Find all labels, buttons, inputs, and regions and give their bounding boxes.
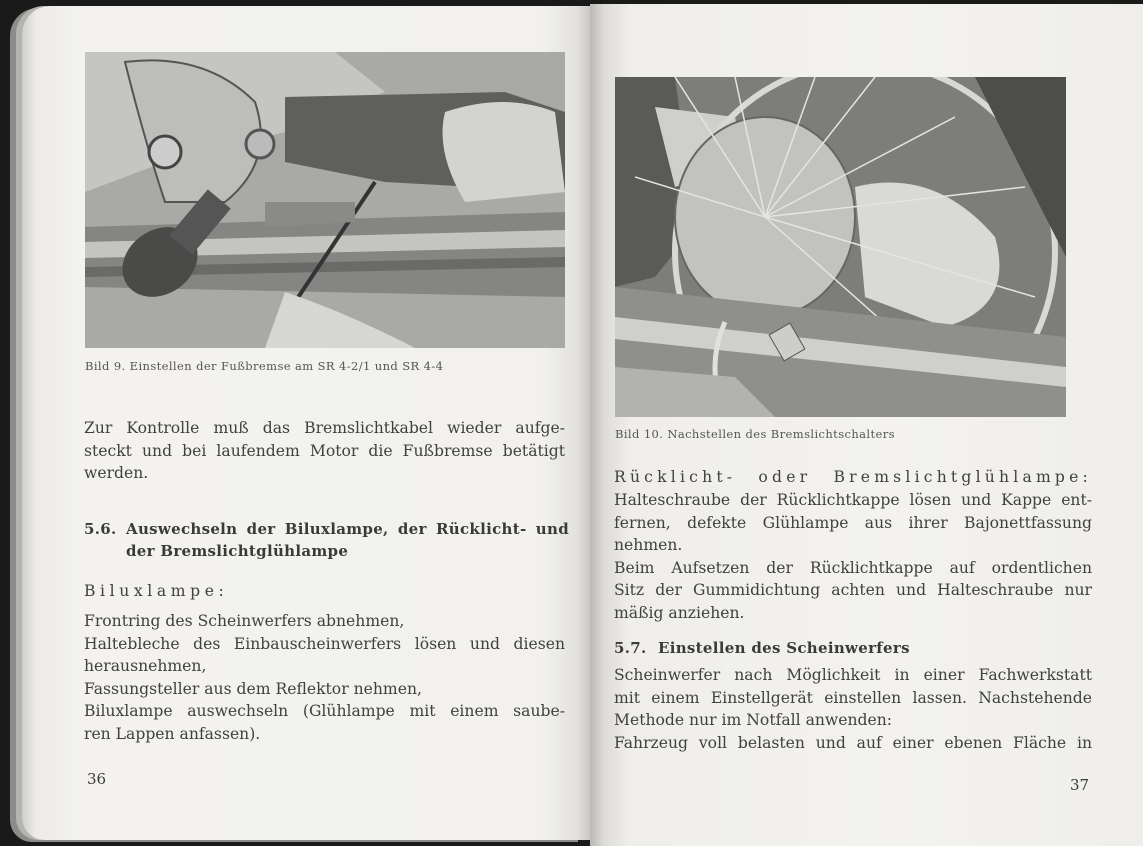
ruecklicht-subheading [614,466,1092,489]
section-title: Einstellen des Scheinwerfers [658,639,910,657]
text-line: mäßig anziehen. [614,603,745,622]
page-number-left: 36 [87,770,107,788]
subheading-text: Rücklicht- oder Bremslichtglühlampe: [614,468,1092,486]
figure-10-photo [615,77,1066,417]
step-line: herausnehmen, [84,657,207,675]
figure-10-caption: Bild 10. Nachstellen des Bremslichtschalters [615,427,895,441]
right-page [590,4,1143,846]
text-line: Zur Kontrolle muß das Bremslichtkabel wieder aufge- [84,419,565,437]
footbrake-photo-illustration [85,52,565,348]
brake-light-switch-photo-illustration [615,77,1066,417]
section-title-line-2: der Bremslichtglühlampe [126,542,349,560]
text-line: Fahrzeug voll belasten und auf einer ebenen Fläche in [614,733,1092,752]
figure-9-photo [85,52,565,348]
left-page [22,6,590,840]
text-line: Sitz der Gummidichtung achten und Halteschraube nur [614,581,1092,599]
right-paragraph-1 [614,489,1092,624]
section-number: 5.6. [84,520,117,538]
right-paragraph-2 [614,664,1092,754]
figure-9-caption: Bild 9. Einstellen der Fußbremse am SR 4-2/1 und SR 4-4 [85,359,444,373]
text-line: steckt und bei laufendem Motor die Fußbremse betätigt [84,441,565,460]
text-line: Beim Aufsetzen der Rücklichtkappe auf ordentlichen [614,558,1092,577]
text-line: fernen, defekte Glühlampe aus ihrer Bajonettfassung [614,513,1092,532]
section-title-line-1: Auswechseln der Biluxlampe, der Rücklicht- und [126,520,569,538]
step-line: ren Lappen anfassen). [84,724,261,743]
text-line: Methode nur im Notfall anwenden: [614,711,893,729]
step-line: Frontring des Scheinwerfers abnehmen, [84,612,405,630]
text-line: mit einem Einstellgerät einstellen lassen. Nachstehende [614,688,1092,707]
text-line: werden. [84,464,149,482]
section-number: 5.7. [614,639,647,657]
biluxlampe-subheading: Biluxlampe: [84,582,229,600]
left-paragraph-1 [84,417,565,485]
step-line: Fassungsteller aus dem Reflektor nehmen, [84,679,422,698]
left-steps [84,610,565,745]
step-line: Haltebleche des Einbauscheinwerfers lösen und diesen [84,634,565,653]
text-line: Scheinwerfer nach Möglichkeit in einer Fachwerkstatt [614,666,1092,684]
step-line: Biluxlampe auswechseln (Glühlampe mit einem saube- [84,702,565,720]
text-line: Halteschraube der Rücklichtkappe lösen und Kappe ent- [614,491,1092,509]
section-5-7-heading [614,637,910,659]
page-number-right: 37 [1070,776,1090,794]
section-5-6-heading [84,518,569,562]
text-line: nehmen. [614,536,683,554]
